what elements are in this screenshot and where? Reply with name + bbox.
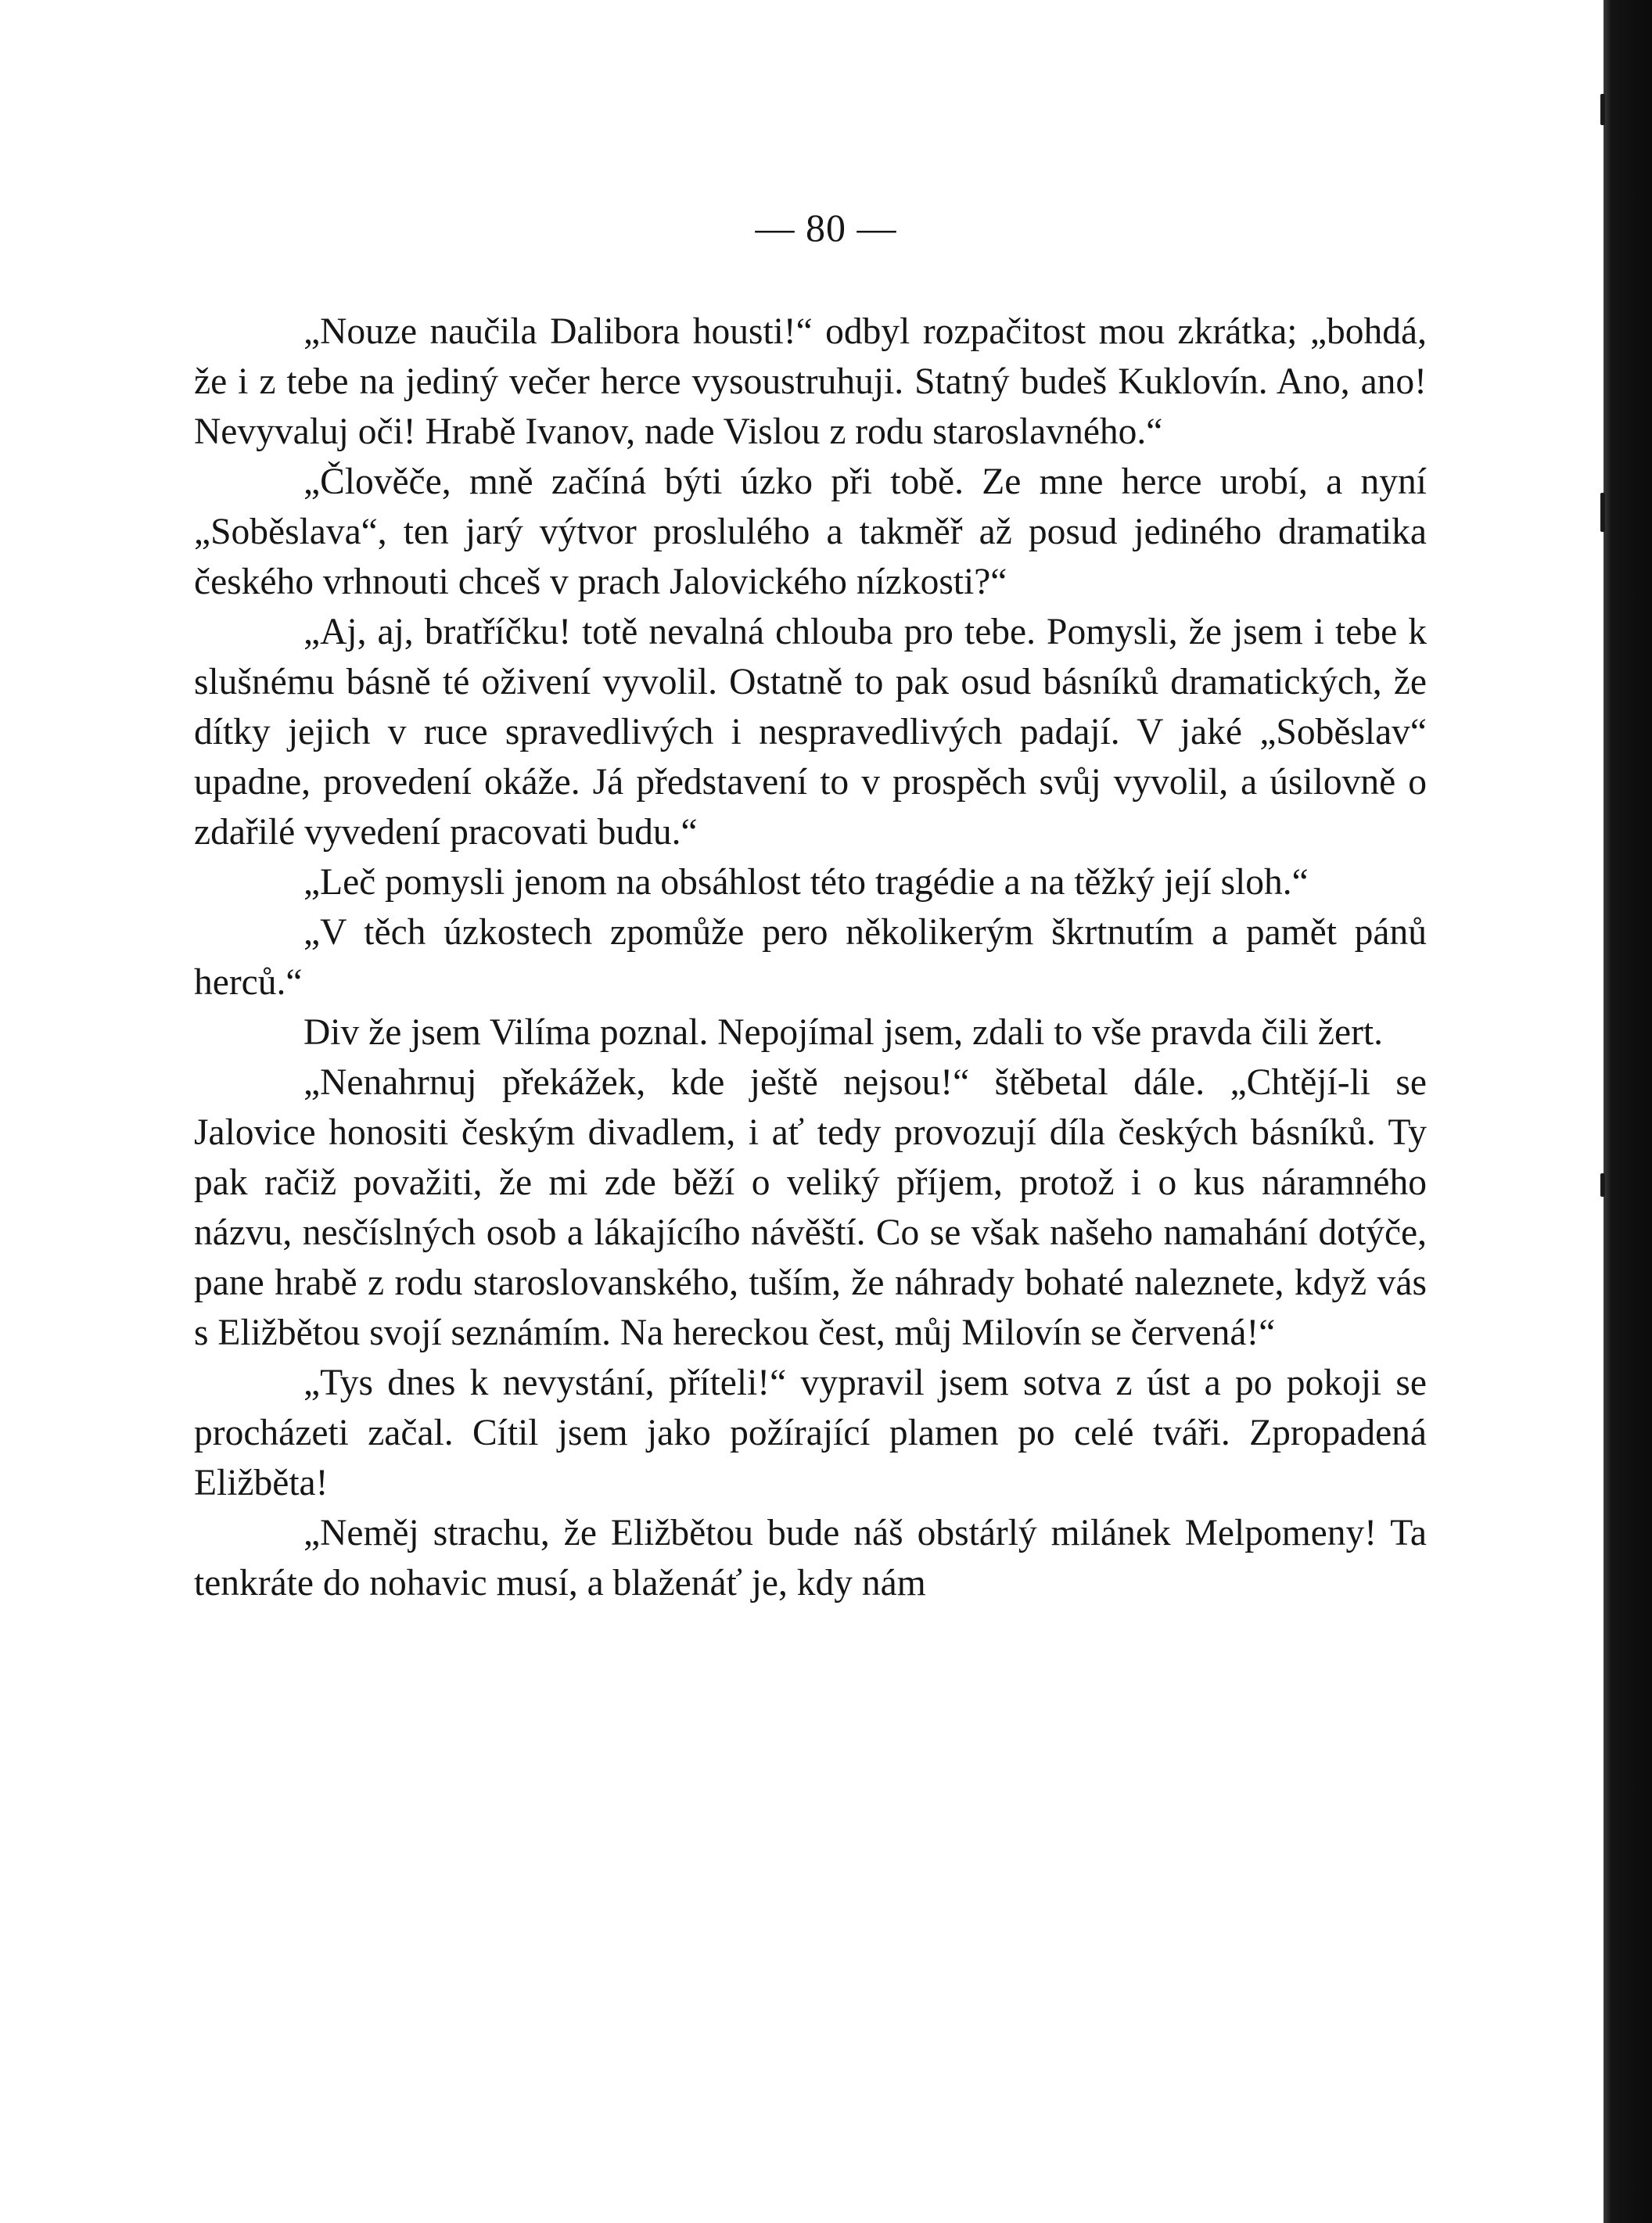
paragraph: „Nouze naučila Dalibora housti!“ odbyl rozpačitost mou zkrátka; „bohdá, že i z tebe na jediný večer herce vysoustruhuji. Statný budeš Kuklovín. Ano, ano! Nevyvaluj oči! Hrabě Ivanov, nade Vislou z rodu staroslavného.“ <box>194 311 1427 452</box>
paragraph: „Člověče, mně začíná býti úzko při tobě. Ze mne herce urobí, a nyní „Soběslava“, ten jarý výtvor proslulého a takměř až posud jediného dramatika českého vrhnouti chceš v prach Jalovického nízkosti?“ <box>194 461 1427 602</box>
body-text <box>194 307 1427 1608</box>
paragraph: „Tys dnes k nevystání, příteli!“ vypravil jsem sotva z úst a po pokoji se procházeti začal. Cítil jsem jako požírající plamen po celé tváři. Zpropadená Eližběta! <box>194 1363 1427 1503</box>
paragraph: „Neměj strachu, že Eližbětou bude náš obstárlý milánek Melpomeny! Ta tenkráte do nohavic musí, a blaženáť je, kdy nám <box>194 1513 1427 1604</box>
edge-mark <box>1600 493 1605 532</box>
paragraph: „V těch úzkostech zpomůže pero několikerým škrtnutím a pamět pánů herců.“ <box>194 912 1427 1003</box>
edge-mark <box>1600 94 1605 125</box>
paragraph: „Leč pomysli jenom na obsáhlost této tragédie a na těžký její sloh.“ <box>303 862 1309 903</box>
paragraph: Div že jsem Vilíma poznal. Nepojímal jsem, zdali to vše pravda čili žert. <box>303 1012 1383 1053</box>
page-edge <box>1604 0 1652 2223</box>
paragraph: „Nenahrnuj překážek, kde ještě nejsou!“ štěbetal dále. „Chtějí-li se Jalovice honositi českým divadlem, i ať tedy provozují díla českých básníků. Ty pak račiž považiti, že mi zde běží o veliký příjem, protož i o kus náramného názvu, nesčíslných osob a lákajícího návěští. Co se však našeho namahání dotýče, pane hrabě z rodu staroslovanského, tuším, že náhrady bohaté naleznete, když vás s Eližbětou svojí seznámím. Na hereckou čest, můj Milovín se červená!“ <box>194 1062 1427 1353</box>
edge-mark <box>1600 1173 1605 1197</box>
page-number: — 80 — <box>755 206 897 250</box>
paragraph: „Aj, aj, bratříčku! totě nevalná chlouba pro tebe. Pomysli, že jsem i tebe k slušnému básně té oživení vyvolil. Ostatně to pak osud básníků dramatických, že dítky jejich v ruce spravedlivých i nespravedlivých padají. V jaké „Soběslav“ upadne, provedení okáže. Já představení to v prospěch svůj vyvolil, a úsilovně o zdařilé vyvedení pracovati budu.“ <box>194 612 1427 853</box>
